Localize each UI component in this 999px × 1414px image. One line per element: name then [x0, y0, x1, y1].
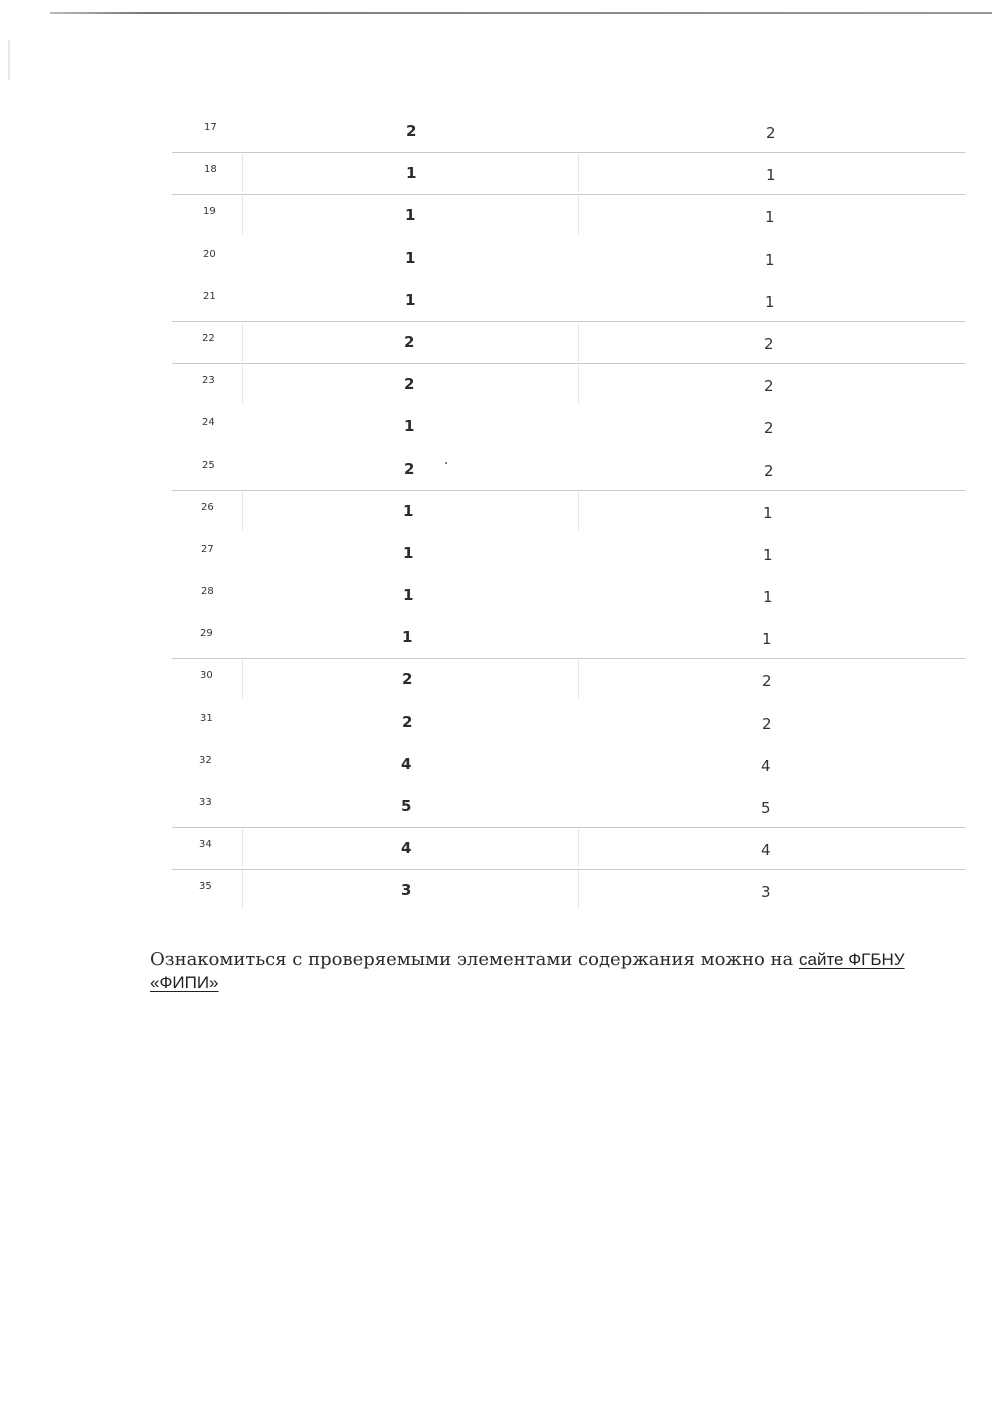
primary-score-cell: 2 — [764, 419, 774, 438]
primary-score-cell: 2 — [766, 124, 776, 142]
table-row — [172, 152, 965, 194]
max-score-cell: 2 — [402, 670, 413, 689]
table-row — [172, 279, 965, 321]
column-divider — [578, 323, 579, 361]
note-text: Ознакомиться с проверяемыми элементами содержания можно на — [150, 949, 799, 970]
table-row — [172, 827, 965, 869]
column-divider — [242, 154, 243, 192]
table-row — [172, 869, 965, 911]
table-row — [172, 701, 965, 743]
table-row — [172, 363, 965, 405]
task-number-cell: 27 — [201, 543, 214, 555]
max-score-cell: 2 — [402, 712, 413, 731]
max-score-cell: 2 — [406, 122, 417, 140]
max-score-cell: 1 — [403, 501, 414, 520]
column-divider — [578, 196, 579, 234]
max-score-cell: 1 — [402, 628, 413, 647]
max-score-cell: 4 — [401, 754, 412, 773]
primary-score-cell: 1 — [766, 166, 776, 185]
table-row — [172, 194, 965, 236]
task-number-cell: 30 — [200, 670, 213, 682]
primary-score-cell: 1 — [762, 630, 772, 649]
scan-left-edge — [8, 40, 10, 80]
column-divider — [578, 492, 579, 530]
primary-score-cell: 1 — [763, 588, 773, 607]
table-row — [172, 405, 965, 447]
max-score-cell: 2 — [404, 375, 415, 394]
task-number-cell: 25 — [202, 459, 215, 471]
column-divider — [242, 196, 243, 234]
table-row — [172, 574, 965, 616]
task-number-cell: 32 — [199, 754, 212, 766]
scan-top-rule — [50, 12, 992, 14]
primary-score-cell: 1 — [765, 250, 775, 269]
table-row — [172, 785, 965, 827]
max-score-cell: 3 — [401, 881, 412, 900]
task-number-cell: 22 — [202, 332, 215, 344]
task-number-cell: 20 — [203, 248, 216, 260]
max-score-cell: 1 — [406, 164, 417, 183]
max-score-cell: 2 — [404, 459, 415, 478]
column-divider — [242, 492, 243, 530]
column-divider — [578, 660, 579, 698]
table-row — [172, 532, 965, 574]
max-score-cell: 1 — [405, 206, 416, 225]
max-score-cell: 2 — [404, 332, 415, 351]
primary-score-cell: 3 — [761, 883, 771, 902]
table-row — [172, 616, 965, 658]
task-number-cell: 21 — [203, 290, 216, 302]
table-row — [172, 743, 965, 785]
task-number-cell: 24 — [202, 417, 215, 429]
score-table — [172, 110, 965, 912]
column-divider — [578, 154, 579, 192]
column-divider — [242, 323, 243, 361]
table-row — [172, 490, 965, 532]
task-number-cell: 31 — [200, 712, 213, 724]
task-number-cell: 26 — [201, 501, 214, 513]
max-score-cell: 1 — [403, 586, 414, 605]
task-number-cell: 18 — [204, 164, 217, 176]
task-number-cell: 34 — [199, 839, 212, 851]
table-row — [172, 658, 965, 700]
scan-speck — [445, 462, 447, 464]
table-row — [172, 237, 965, 279]
task-number-cell: 19 — [203, 206, 216, 218]
primary-score-cell: 1 — [765, 208, 775, 227]
primary-score-cell: 2 — [764, 334, 774, 353]
primary-score-cell: 2 — [762, 672, 772, 691]
max-score-cell: 1 — [405, 290, 416, 309]
column-divider — [578, 365, 579, 403]
primary-score-cell: 4 — [761, 756, 771, 775]
task-number-cell: 23 — [202, 375, 215, 387]
table-row — [172, 448, 965, 490]
fipi-site-link[interactable]: сайте ФГБНУ «ФИПИ» — [150, 950, 905, 992]
max-score-cell: 4 — [401, 839, 412, 858]
primary-score-cell: 1 — [765, 292, 775, 311]
column-divider — [578, 829, 579, 867]
max-score-cell: 1 — [404, 417, 415, 436]
max-score-cell: 5 — [401, 797, 412, 815]
primary-score-cell: 2 — [764, 461, 774, 480]
table-row — [172, 321, 965, 363]
primary-score-cell: 4 — [761, 841, 771, 860]
content-elements-note — [150, 948, 920, 994]
primary-score-cell: 2 — [762, 714, 772, 733]
primary-score-cell: 1 — [763, 503, 773, 522]
column-divider — [242, 829, 243, 867]
task-number-cell: 29 — [200, 628, 213, 640]
column-divider — [242, 871, 243, 909]
max-score-cell: 1 — [405, 248, 416, 267]
primary-score-cell: 1 — [763, 545, 773, 564]
column-divider — [578, 871, 579, 909]
task-number-cell: 17 — [204, 122, 217, 133]
column-divider — [242, 660, 243, 698]
task-number-cell: 35 — [199, 881, 212, 893]
task-number-cell: 28 — [201, 586, 214, 598]
primary-score-cell: 5 — [761, 799, 771, 817]
primary-score-cell: 2 — [764, 377, 774, 396]
task-number-cell: 33 — [199, 797, 212, 808]
table-row — [172, 110, 965, 152]
max-score-cell: 1 — [403, 543, 414, 562]
column-divider — [242, 365, 243, 403]
